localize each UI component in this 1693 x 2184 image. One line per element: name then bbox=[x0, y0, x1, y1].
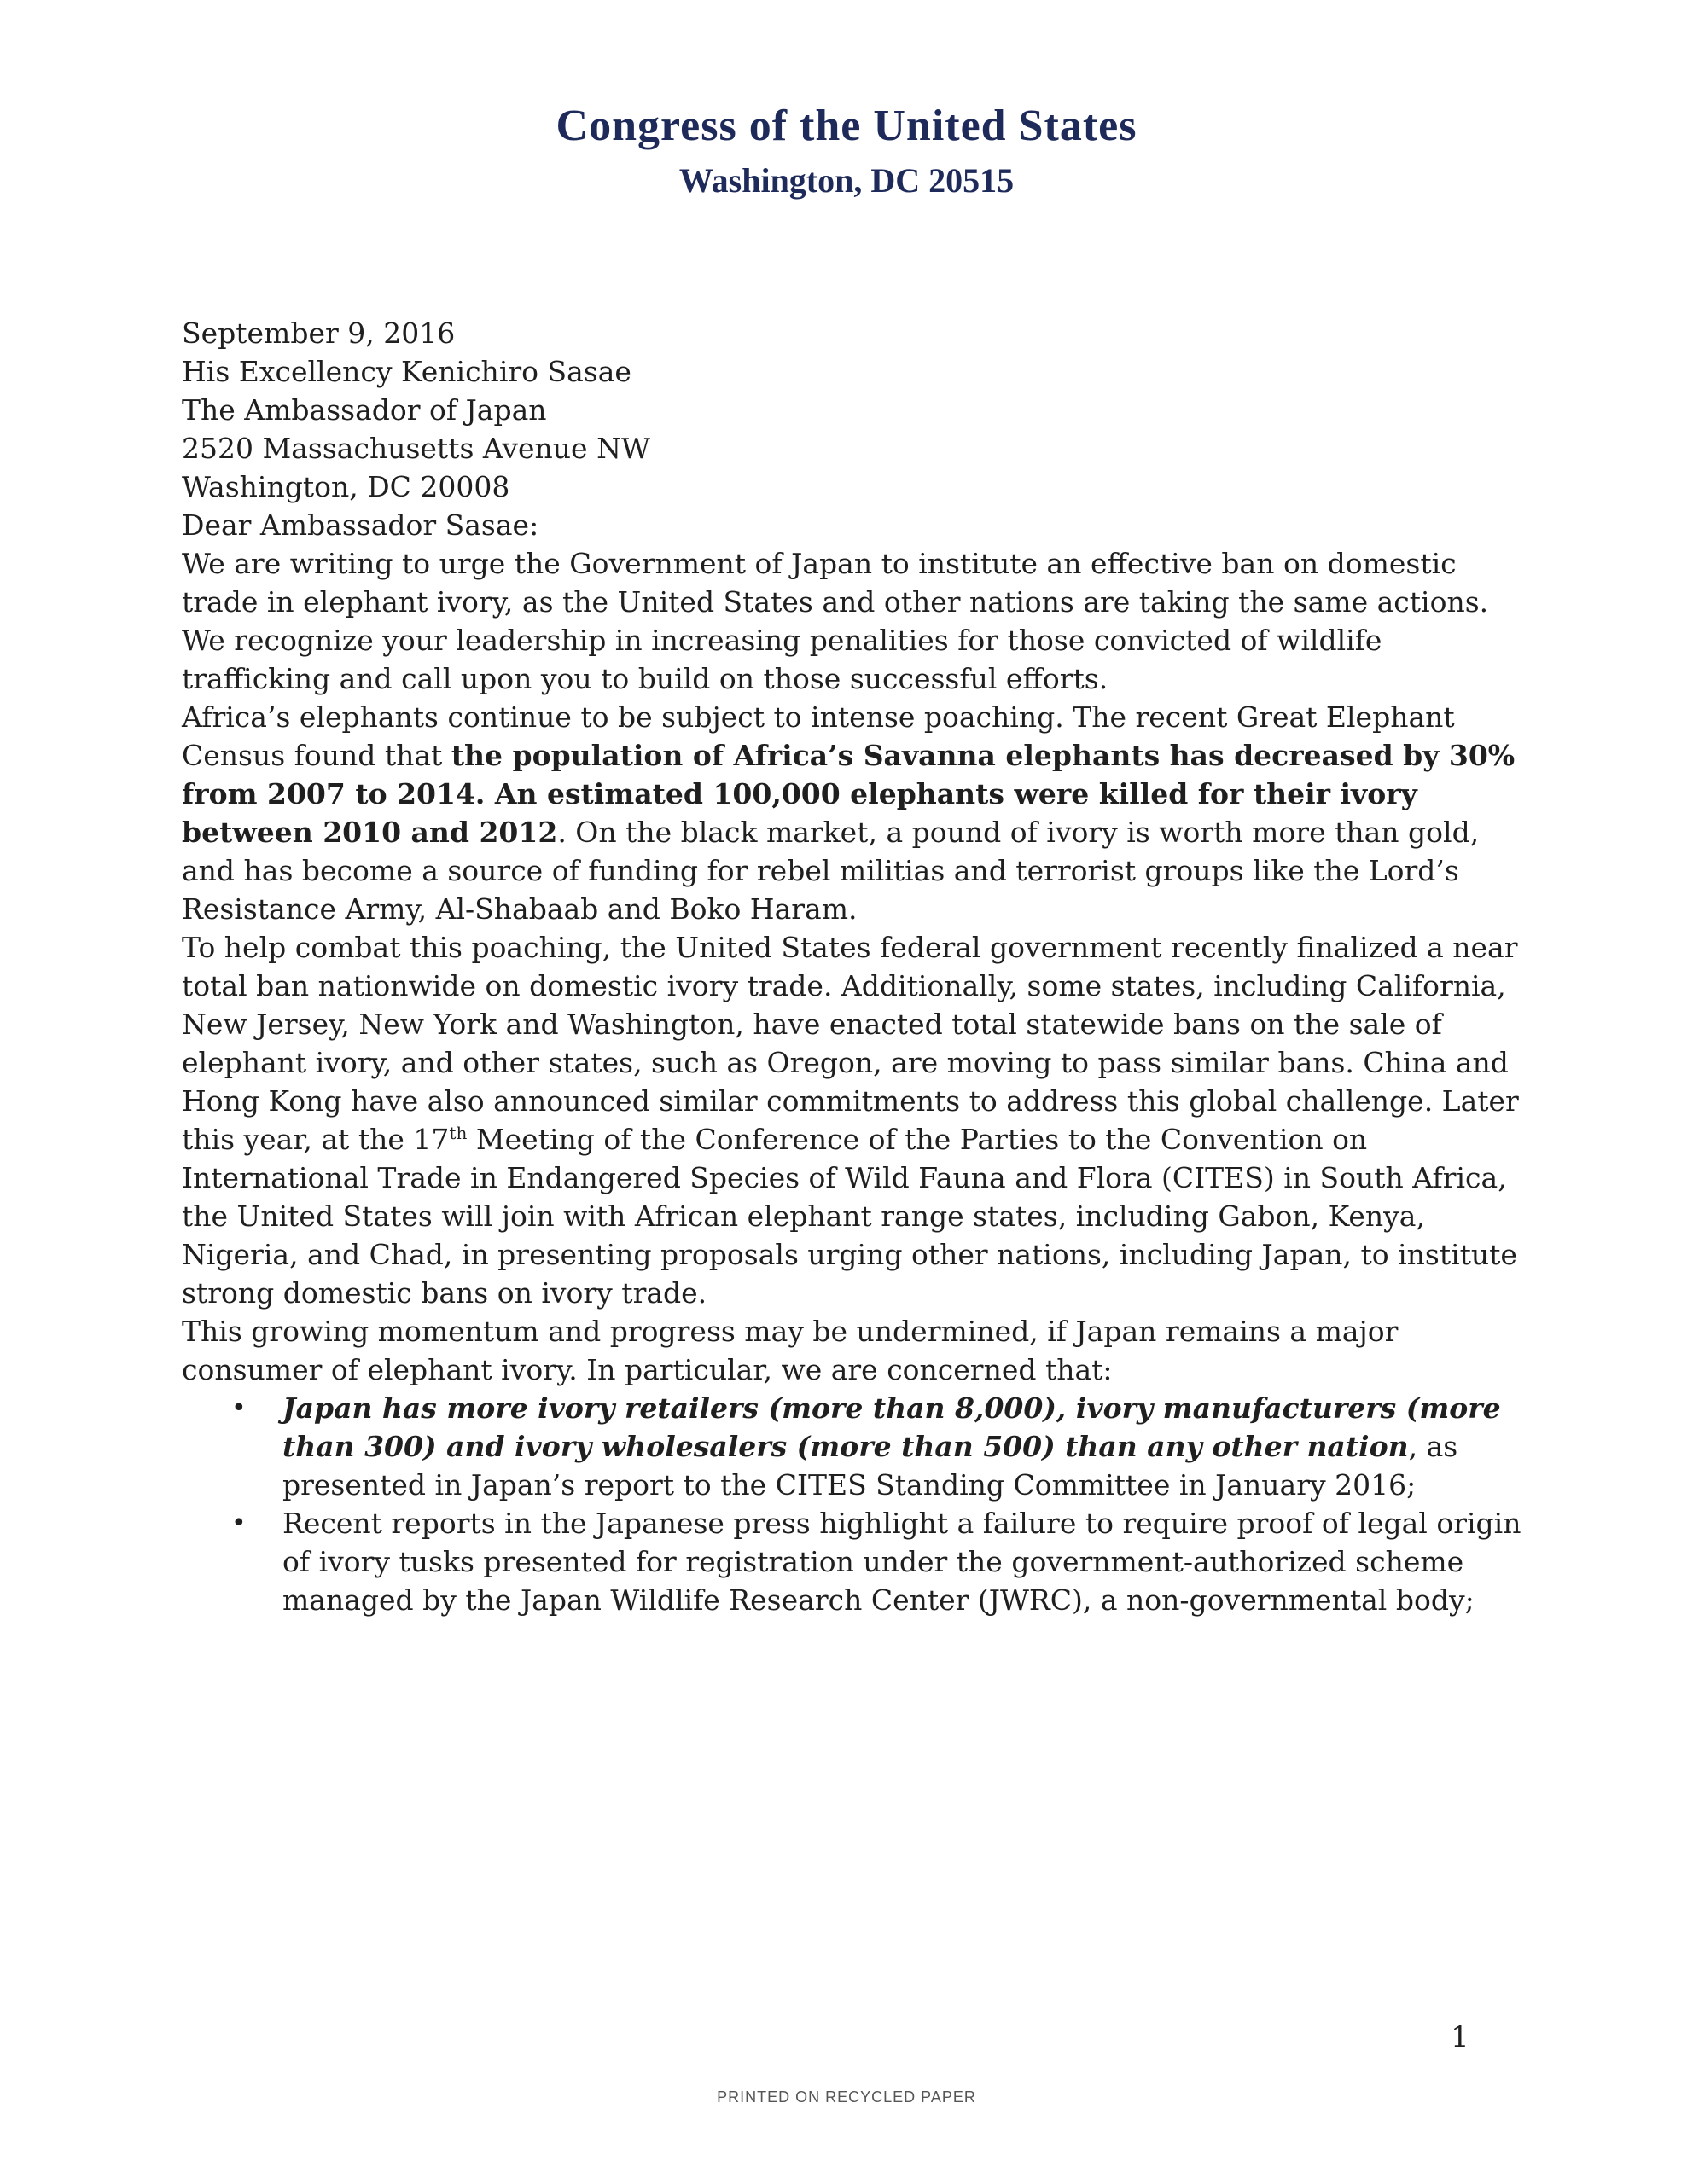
recipient-street: 2520 Massachusetts Avenue NW bbox=[182, 432, 650, 465]
paragraph-2 bbox=[182, 698, 1521, 928]
bullet-icon: • bbox=[231, 1393, 247, 1423]
bullet-icon: • bbox=[231, 1508, 247, 1538]
letter-body bbox=[182, 314, 1521, 1619]
concerns-list bbox=[182, 1389, 1521, 1619]
paragraph-3 bbox=[182, 928, 1521, 1312]
paragraph-3-sup: th bbox=[449, 1123, 468, 1143]
paragraph-4: This growing momentum and progress may be undermined, if Japan remains a major consumer of elephant ivory. In particular, we are concerned that: bbox=[182, 1315, 1399, 1386]
letterhead bbox=[0, 101, 1693, 200]
bullet-2-text: Recent reports in the Japanese press highlight a failure to require proof of legal origin of ivory tusks presented for registration under the government-authorized scheme managed by the Japan Wildlife Research Center (JWRC), a non-governmental body; bbox=[282, 1507, 1521, 1617]
paragraph-2-bold: the population of Africa’s Savanna elephants has decreased by 30% from 2007 to 2014. An estimated 100,000 elephants were killed for their ivory between 2010 and 2012 bbox=[182, 739, 1516, 849]
paragraph-3-part2: Meeting of the Conference of the Parties to the Convention on International Trade in Endangered Species of Wild Fauna and Flora (CITES) in South Africa, the United States will join with African elephant range states, including Gabon, Kenya, Nigeria, and Chad, in presenting proposals urging other nations, including Japan, to institute strong domestic bans on ivory trade. bbox=[182, 1123, 1517, 1310]
paragraph-2-rest: . On the black market, a pound of ivory is worth more than gold, and has become a source of funding for rebel militias and terrorist groups like the Lord’s Resistance Army, Al-Shabaab and Boko Haram. bbox=[182, 816, 1480, 926]
recipient-title: The Ambassador of Japan bbox=[182, 393, 547, 427]
recipient-city: Washington, DC 20008 bbox=[182, 470, 510, 503]
salutation: Dear Ambassador Sasae: bbox=[182, 508, 539, 542]
letter-date: September 9, 2016 bbox=[182, 317, 456, 350]
paragraph-1: We are writing to urge the Government of Japan to institute an effective ban on domestic trade in elephant ivory, as the United States and other nations are taking the same actions. We recognize your leadership in increasing penalities for those convicted of wildlife trafficking and call upon you to build on those successful efforts. bbox=[182, 547, 1489, 695]
paragraph-3-part1: To help combat this poaching, the United States federal government recently finalized a near total ban nationwide on domestic ivory trade. Additionally, some states, including California, New Jersey, New York and Washington, have enacted total statewide bans on the sale of elephant ivory, and other states, such as Oregon, are moving to pass similar bans. China and Hong Kong have also announced similar commitments to address this global challenge. Later this year, at the 17 bbox=[182, 931, 1519, 1156]
paragraph-2-intro: Africa’s elephants continue to be subject to intense poaching. The recent Great Elephant Census found that bbox=[182, 700, 1455, 772]
recipient-address bbox=[182, 352, 1521, 506]
letterhead-address: Washington, DC 20515 bbox=[678, 160, 1015, 200]
bullet-1-text: , as presented in Japan’s report to the CITES Standing Committee in January 2016; bbox=[282, 1430, 1458, 1502]
list-item bbox=[231, 1504, 1521, 1619]
recipient-name: His Excellency Kenichiro Sasae bbox=[182, 355, 631, 388]
footer-recycled-note: PRINTED ON RECYCLED PAPER bbox=[717, 2088, 976, 2106]
letterhead-title: Congress of the United States bbox=[556, 102, 1137, 150]
page-number: 1 bbox=[1451, 2020, 1469, 2054]
list-item bbox=[231, 1389, 1521, 1504]
bullet-1-emphasis: Japan has more ivory retailers (more than 8,000), ivory manufacturers (more than 300) and ivory wholesalers (more than 500) than any other nation bbox=[282, 1391, 1501, 1463]
